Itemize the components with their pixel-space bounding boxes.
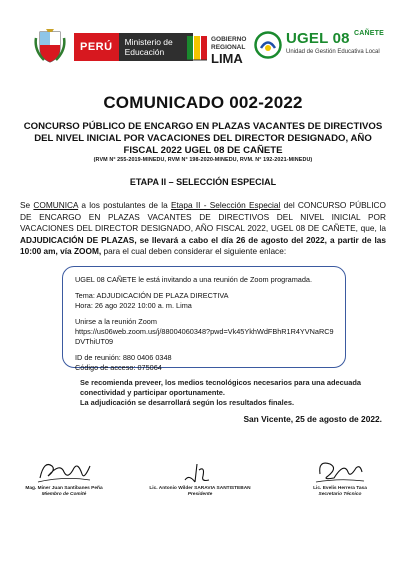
signature-block-member xyxy=(16,456,112,498)
body-text-3: del CONCURSO PÚBLICO DE ENCARGO EN PLAZAS VACANTES DE DIRECTIVOS DEL NIVEL INICIAL POR VACACIONES DEL DIRECTOR DESIGNADO, AÑO FISCAL 2022, UGEL 08 DE CAÑETE, que, la xyxy=(20,200,386,233)
handwritten-signature-icon xyxy=(175,462,225,486)
signature-name: Lic. Evelis Herrera Tasa xyxy=(313,486,367,491)
ugel-name: UGEL 08 xyxy=(286,30,350,47)
recommendation-note xyxy=(80,378,370,409)
handwritten-signature-icon xyxy=(310,456,370,486)
zoom-tema: Tema: ADJUDICACIÓN DE PLAZA DIRECTIVA xyxy=(75,291,229,300)
ministry-label: Ministerio de Educación xyxy=(119,33,193,61)
signature-role: Secretario Técnico xyxy=(318,492,362,498)
zoom-invite-text: UGEL 08 CAÑETE le está invitando a una reunión de Zoom programada. xyxy=(75,275,313,284)
etapa-reference: Etapa II - Selección Especial xyxy=(170,200,281,210)
lima-gobierno-label: GOBIERNO REGIONAL xyxy=(211,36,247,51)
body-date-text: , se llevará a cabo el día 26 de agosto del 2022, a partir de las 10:00 am, vía ZOOM, xyxy=(20,234,386,256)
etapa-heading: ETAPA II – SELECCIÓN ESPECIAL xyxy=(129,177,277,187)
document-date: San Vicente, 25 de agosto de 2022. xyxy=(243,414,382,424)
peru-label: PERÚ xyxy=(74,33,119,61)
header-logos xyxy=(0,22,406,72)
body-text-2: a los postulantes de la xyxy=(78,200,171,210)
body-text-1: Se xyxy=(20,200,34,210)
zoom-access-code: Código de acceso: 075064 xyxy=(75,363,162,372)
comunica-text: COMUNICA xyxy=(33,200,79,210)
lima-name-label: LIMA xyxy=(211,51,243,66)
zoom-meeting-id: ID de reunión: 880 0406 0348 xyxy=(75,353,172,362)
signature-name: Mag. Miner Juan Santibanes Peña xyxy=(25,486,103,491)
handwritten-signature-icon xyxy=(34,456,94,486)
signature-role: Miembro de Comité xyxy=(41,492,87,498)
ugel-description: Unidad de Gestión Educativa Local xyxy=(286,49,380,55)
signature-block-president xyxy=(140,462,260,498)
lima-emblem-icon xyxy=(185,32,209,64)
document-title: COMUNICADO 002-2022 xyxy=(103,93,303,112)
announcement-paragraph xyxy=(20,200,386,258)
peru-coat-of-arms-icon xyxy=(34,28,66,64)
zoom-link[interactable]: https://us06web.zoom.us/j/88004060348?pwd=Vk45YkhWdFBhR1R4YVNaRC9DVThiUT09 xyxy=(75,327,334,346)
ugel-emblem-icon xyxy=(254,31,282,59)
document-subtitle: CONCURSO PÚBLICO DE ENCARGO EN PLAZAS VACANTES DE DIRECTIVOS DEL NIVEL INICIAL POR VACACIONES DEL DIRECTOR DESIGNADO, AÑO FISCAL 2022 UGEL 08 DE CAÑETE xyxy=(23,121,383,156)
gobierno-regional-lima-logo xyxy=(185,28,247,68)
adjudicacion-text: ADJUDICACIÓN DE PLAZAS xyxy=(20,234,135,245)
note-line-1: Se recomienda preveer, los medios tecnológicos necesarios para una adecuada conectividad y participar oportunamente. xyxy=(80,378,361,398)
note-line-2: La adjudicación se desarrollará según los resultados finales. xyxy=(80,398,294,408)
zoom-hora: Hora: 26 ago 2022 10:00 a. m. Lima xyxy=(75,301,192,310)
ugel-sub: CAÑETE xyxy=(354,30,385,37)
zoom-invitation-box xyxy=(62,266,346,372)
zoom-join-label: Unirse a la reunión Zoom xyxy=(75,317,157,326)
rvm-references: (RVM N° 255-2019-MINEDU, RVM N° 198-2020-MINEDU, RVM. N° 192-2021-MINEDU) xyxy=(93,157,313,163)
ministry-logo xyxy=(74,33,193,61)
signature-role: Presidente xyxy=(187,492,213,498)
signature-block-secretary xyxy=(292,456,388,498)
body-text-5: para el cual deben considerar el siguiente enlace: xyxy=(101,246,287,256)
ugel-logo xyxy=(254,30,394,64)
signature-name: Lic. Antonio Wilder SARAVIA SANTISTEBAN xyxy=(149,486,251,491)
